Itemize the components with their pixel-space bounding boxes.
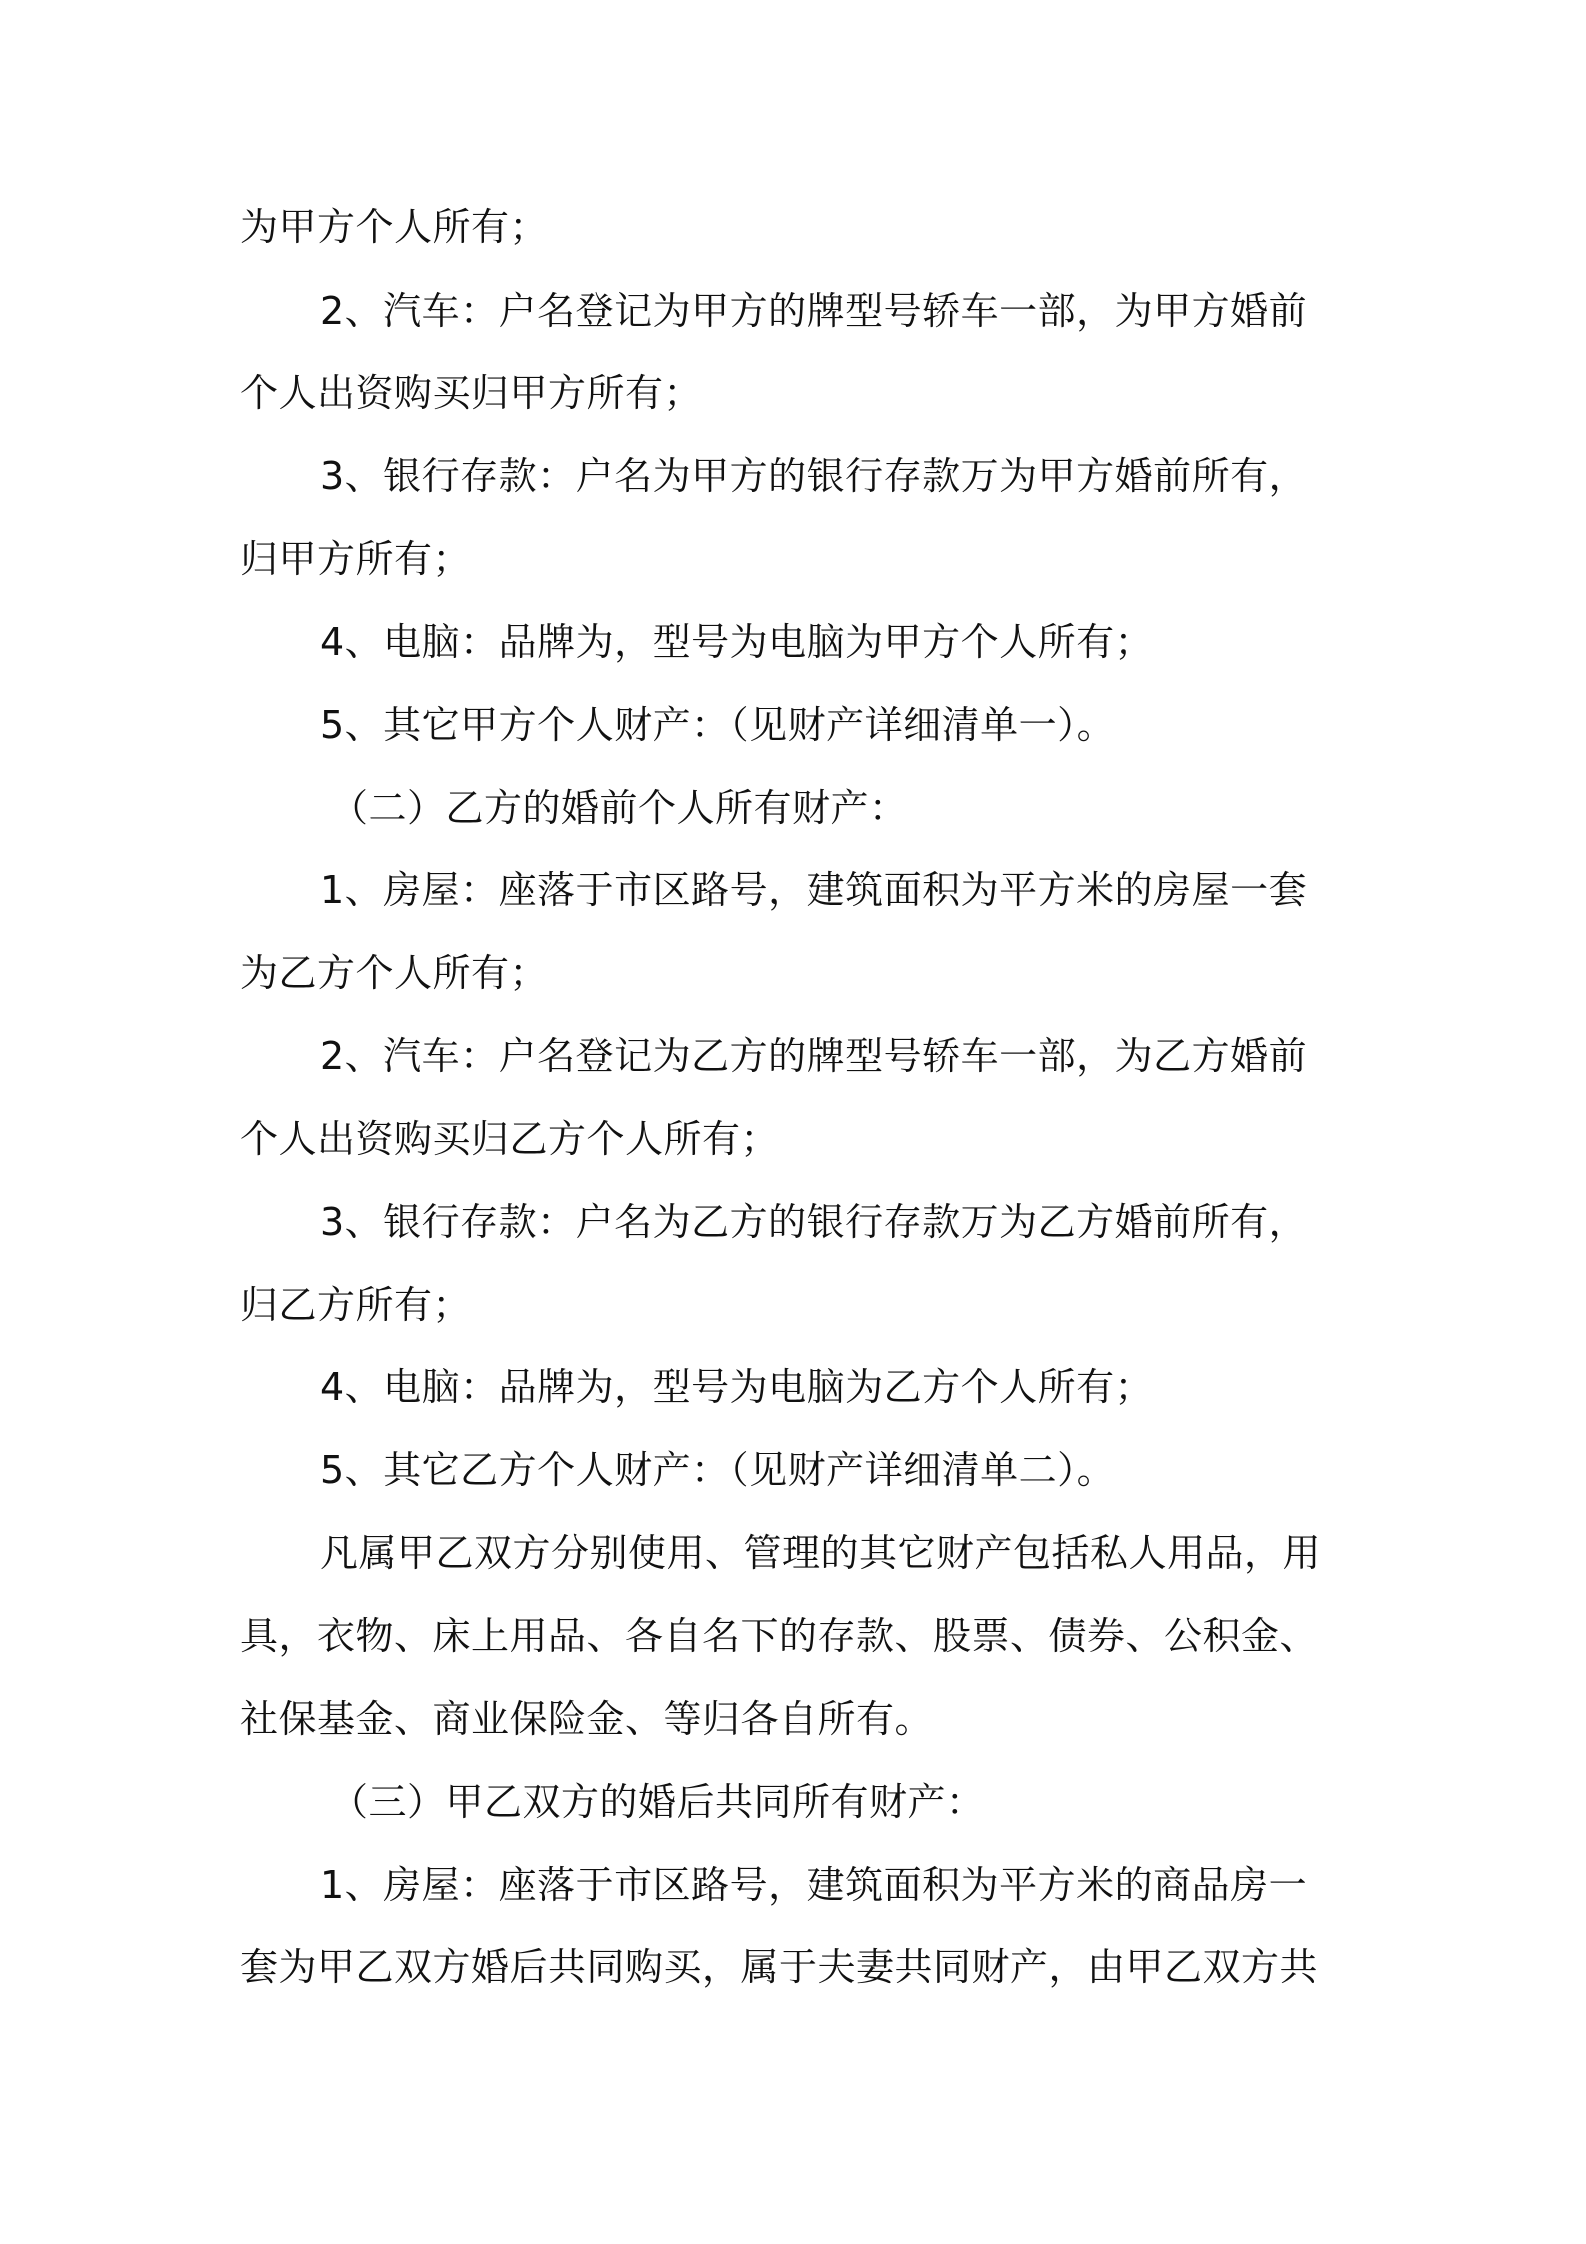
text-line: 为乙方个人所有； [240, 951, 549, 995]
text-line: 5、其它乙方个人财产：（见财产详细清单二）。 [320, 1448, 1116, 1492]
section-heading: （二）乙方的婚前个人所有财产： [330, 786, 908, 830]
text-line: 1、房屋：座落于市区路号，建筑面积为平方米的房屋一套 [320, 868, 1308, 912]
text-line: 4、电脑：品牌为，型号为电脑为乙方个人所有； [320, 1365, 1154, 1409]
text-line: 归甲方所有； [240, 537, 472, 581]
text-line: 凡属甲乙双方分别使用、管理的其它财产包括私人用品，用 [320, 1531, 1322, 1575]
text-line: 为甲方个人所有； [240, 205, 549, 249]
text-line: 归乙方所有； [240, 1283, 472, 1327]
text-line: 5、其它甲方个人财产：（见财产详细清单一）。 [320, 703, 1116, 747]
text-line: 套为甲乙双方婚后共同购买，属于夫妻共同财产，由甲乙双方共 [240, 1945, 1319, 1989]
text-line: 社保基金、商业保险金、等归各自所有。 [240, 1697, 934, 1741]
text-line: 2、汽车：户名登记为乙方的牌型号轿车一部，为乙方婚前 [320, 1034, 1308, 1078]
text-line: 2、汽车：户名登记为甲方的牌型号轿车一部，为甲方婚前 [320, 289, 1308, 333]
text-line: 个人出资购买归甲方所有； [240, 371, 703, 415]
text-line: 1、房屋：座落于市区路号，建筑面积为平方米的商品房一 [320, 1863, 1308, 1907]
text-line: 具，衣物、床上用品、各自名下的存款、股票、债券、公积金、 [240, 1614, 1319, 1658]
text-line: 3、银行存款：户名为乙方的银行存款万为乙方婚前所有， [320, 1200, 1308, 1244]
text-line: 个人出资购买归乙方个人所有； [240, 1117, 780, 1161]
text-line: 3、银行存款：户名为甲方的银行存款万为甲方婚前所有， [320, 454, 1308, 498]
text-line: 4、电脑：品牌为，型号为电脑为甲方个人所有； [320, 620, 1154, 664]
section-heading: （三）甲乙双方的婚后共同所有财产： [330, 1780, 985, 1824]
